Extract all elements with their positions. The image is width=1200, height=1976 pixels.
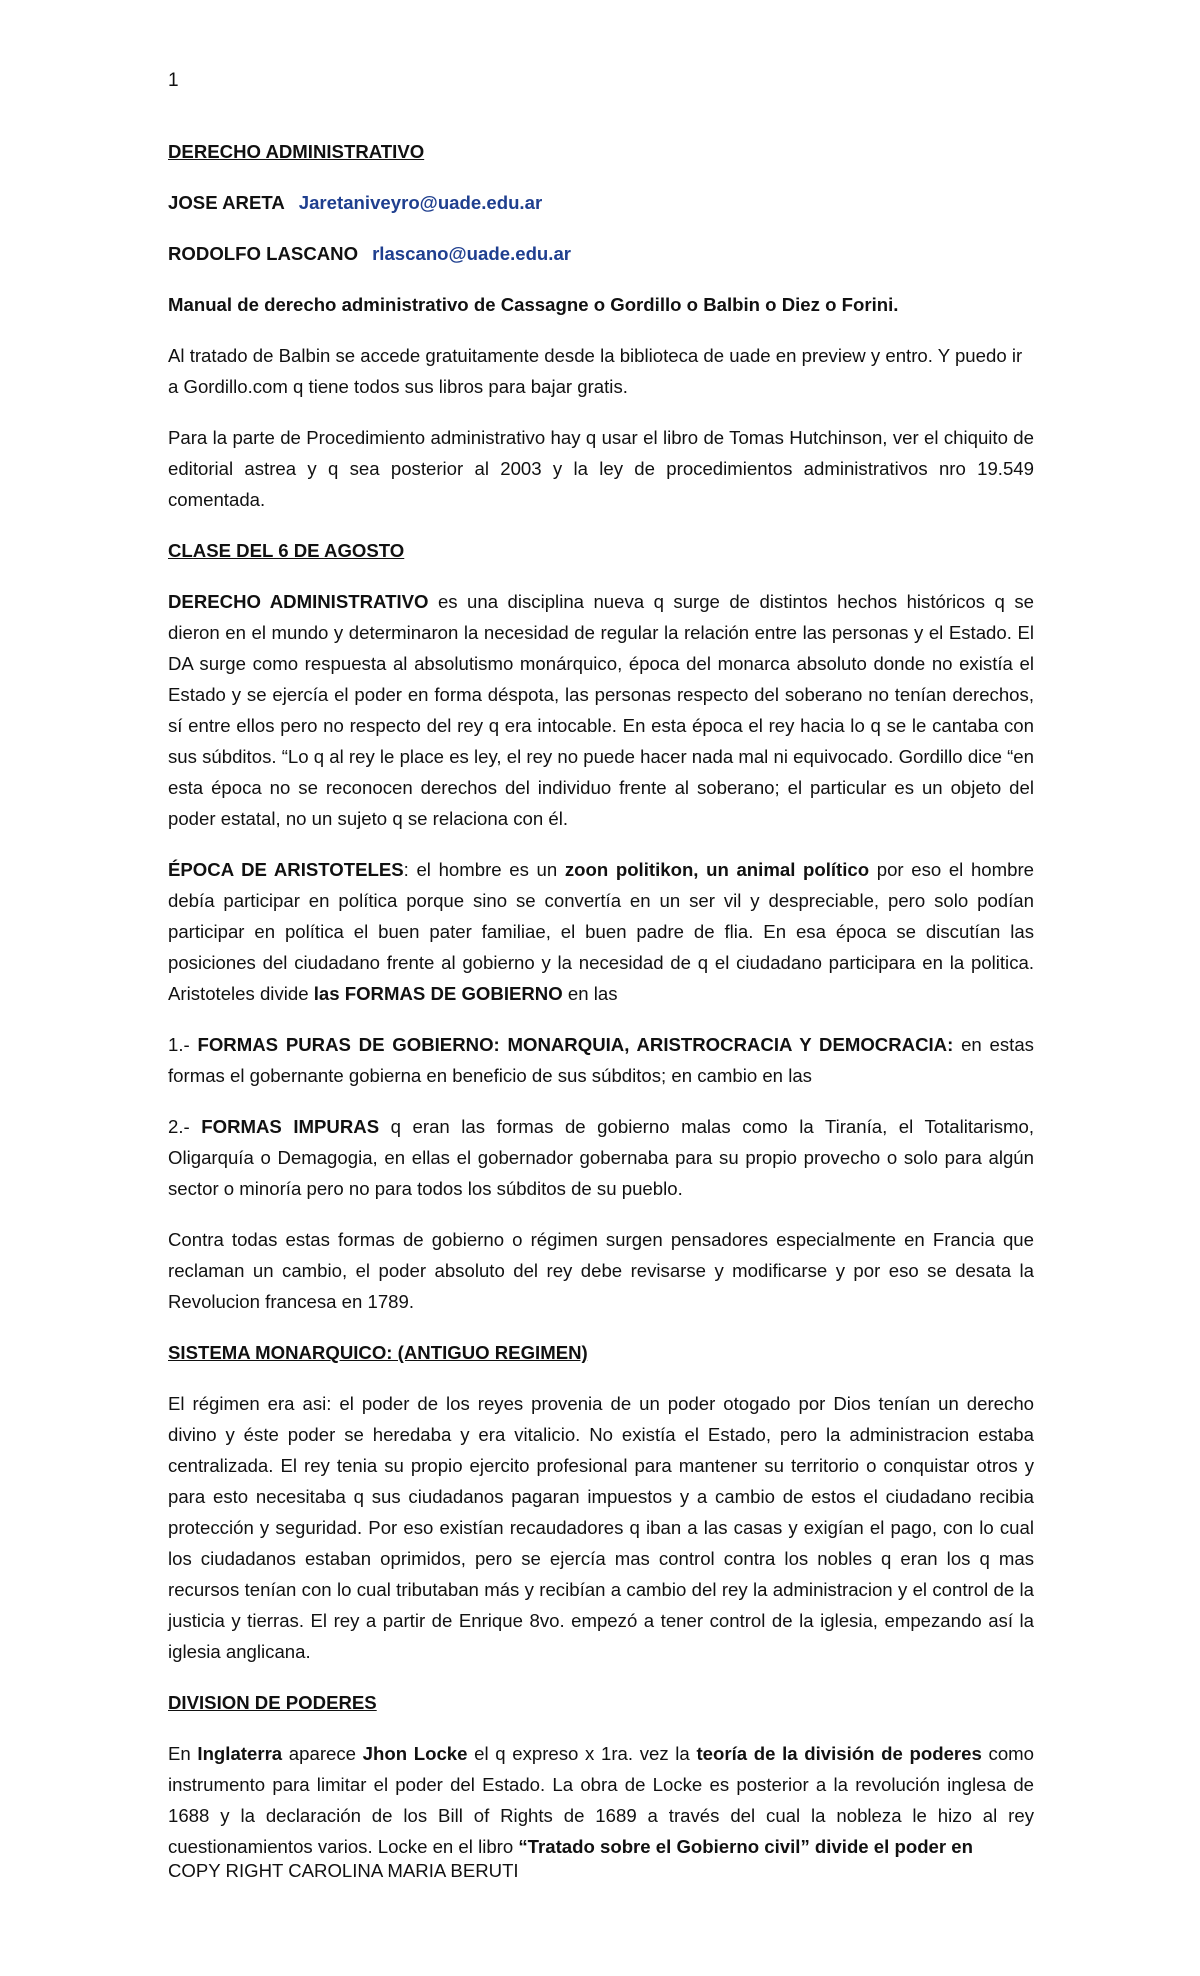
paragraph-lead: FORMAS IMPURAS xyxy=(201,1116,380,1137)
paragraph-text: aparece xyxy=(282,1743,363,1764)
paragraph-contra: Contra todas estas formas de gobierno o régimen surgen pensadores especialmente en Francia que reclaman un cambio, el poder absoluto del rey debe revisarse y modificarse y por eso se desata la Revolucion francesa en 1789. xyxy=(168,1229,1034,1312)
paragraph-text: el q expreso x 1ra. vez la xyxy=(467,1743,697,1764)
section-heading-clase: CLASE DEL 6 DE AGOSTO xyxy=(168,540,405,561)
list-number: 2.- xyxy=(168,1116,202,1137)
contact-name: RODOLFO LASCANO xyxy=(168,243,359,264)
paragraph-sistema: El régimen era asi: el poder de los reyes provenia de un poder otogado por Dios tenían un derecho divino y éste poder se heredaba y era vitalicio. No existía el Estado, pero la administracion estaba centralizada. El rey tenia su propio ejercito profesional para mantener su territorio o conquistar otros y para esto necesitaba q sus ciudadanos pagaran impuestos y a cambio de estos el ciudadano recibia protección y seguridad. Por eso existían recaudadores q iban a las casas y exigían el pago, con lo cual los ciudadanos estaban oprimidos, pero se ejercía mas control contra los nobles q eran los q mas recursos tenían con lo cual tributaban más y recibían a cambio del rey la administracion y el control de la justicia y tierras. El rey a partir de Enrique 8vo. empezó a tener control de la iglesia, empezando así la iglesia anglicana. xyxy=(168,1393,1034,1662)
paragraph-text: : el hombre es un xyxy=(403,859,565,880)
list-item-formas-puras xyxy=(168,1029,1034,1091)
intro-paragraph-1: Al tratado de Balbin se accede gratuitamente desde la biblioteca de uade en preview y entro. Y puedo ir a Gordillo.com q tiene todos sus libros para bajar gratis. xyxy=(168,345,1023,397)
paragraph-text: como instrumento para limitar el poder del Estado. La obra de Locke es posterior a la revolución inglesa de 1688 y la declaración de los Bill of Rights de 1689 a través del cual la nobleza le hizo al rey cuestionamientos varios. Locke en el libro xyxy=(168,1743,1034,1857)
bold-term: Inglaterra xyxy=(197,1743,283,1764)
paragraph-text: En xyxy=(168,1743,198,1764)
list-number: 1.- xyxy=(168,1034,198,1055)
intro-paragraph-2: Para la parte de Procedimiento administrativo hay q usar el libro de Tomas Hutchinson, ver el chiquito de editorial astrea y q sea posterior al 2003 y la ley de procedimientos administrativos nro 19.549 comentada. xyxy=(168,427,1034,510)
paragraph-text: en estas formas el gobernante gobierna en beneficio de sus súbditos; en cambio en las xyxy=(168,1034,1034,1086)
paragraph-derecho-administrativo xyxy=(168,586,1034,834)
email-link[interactable]: rlascano@uade.edu.ar xyxy=(372,243,572,264)
contact-jose xyxy=(168,187,1034,218)
paragraph-text: por eso el hombre debía participar en política porque sino se convertía en un ser vil y despreciable, pero solo podían participar en política el buen pater familiae, el buen padre de flia. En esa época se discutían las posiciones del ciudadano frente al gobierno y la necesidad de q el ciudadano participara en la politica. Aristoteles divide xyxy=(168,859,1034,1004)
email-link[interactable]: Jaretaniveyro@uade.edu.ar xyxy=(298,192,543,213)
manual-line: Manual de derecho administrativo de Cassagne o Gordillo o Balbin o Diez o Forini. xyxy=(168,294,899,315)
section-heading-division: DIVISION DE PODERES xyxy=(168,1692,377,1713)
paragraph-lead: FORMAS PURAS DE GOBIERNO: MONARQUIA, ARISTROCRACIA Y DEMOCRACIA: xyxy=(197,1034,954,1055)
bold-term: teoría de la división de poderes xyxy=(696,1743,982,1764)
bold-term: Jhon Locke xyxy=(362,1743,468,1764)
paragraph-text: q eran las formas de gobierno malas como la Tiranía, el Totalitarismo, Oligarquía o Demagogia, en ellas el gobernador gobernaba para su propio provecho o solo para algún sector o minoría pero no para todos los súbditos de su pueblo. xyxy=(168,1116,1034,1199)
paragraph-division xyxy=(168,1738,1034,1862)
paragraph-lead: ÉPOCA DE ARISTOTELES xyxy=(168,859,404,880)
section-heading-sistema: SISTEMA MONARQUICO: (ANTIGUO REGIMEN) xyxy=(168,1342,588,1363)
contact-rodolfo xyxy=(168,238,1034,269)
paragraph-text: en las xyxy=(562,983,618,1004)
paragraph-lead: DERECHO ADMINISTRATIVO xyxy=(168,591,429,612)
bold-term: “Tratado sobre el Gobierno civil” divide el poder en xyxy=(518,1836,973,1857)
document-body xyxy=(168,136,1034,1882)
paragraph-aristoteles xyxy=(168,854,1034,1009)
list-item-formas-impuras xyxy=(168,1111,1034,1204)
contact-name: JOSE ARETA xyxy=(168,192,285,213)
paragraph-text: es una disciplina nueva q surge de distintos hechos históricos q se dieron en el mundo y determinaron la necesidad de regular la relación entre las personas y el Estado. El DA surge como respuesta al absolutismo monárquico, época del monarca absoluto donde no existía el Estado y se ejercía el poder en forma déspota, las personas respecto del soberano no tenían derechos, sí entre ellos pero no respecto del rey q era intocable. En esta época el rey hacia lo q se le cantaba con sus súbditos. “Lo q al rey le place es ley, el rey no puede hacer nada mal ni equivocado. Gordillo dice “en esta época no se reconocen derechos del individuo frente al soberano; el particular es un objeto del poder estatal, no un sujeto q se relaciona con él. xyxy=(168,591,1034,829)
page-footer: COPY RIGHT CAROLINA MARIA BERUTI xyxy=(168,1860,519,1881)
bold-term: las FORMAS DE GOBIERNO xyxy=(313,983,563,1004)
bold-term: zoon politikon, un animal político xyxy=(564,859,870,880)
page-number: 1 xyxy=(168,70,179,91)
document-title: DERECHO ADMINISTRATIVO xyxy=(168,141,425,162)
